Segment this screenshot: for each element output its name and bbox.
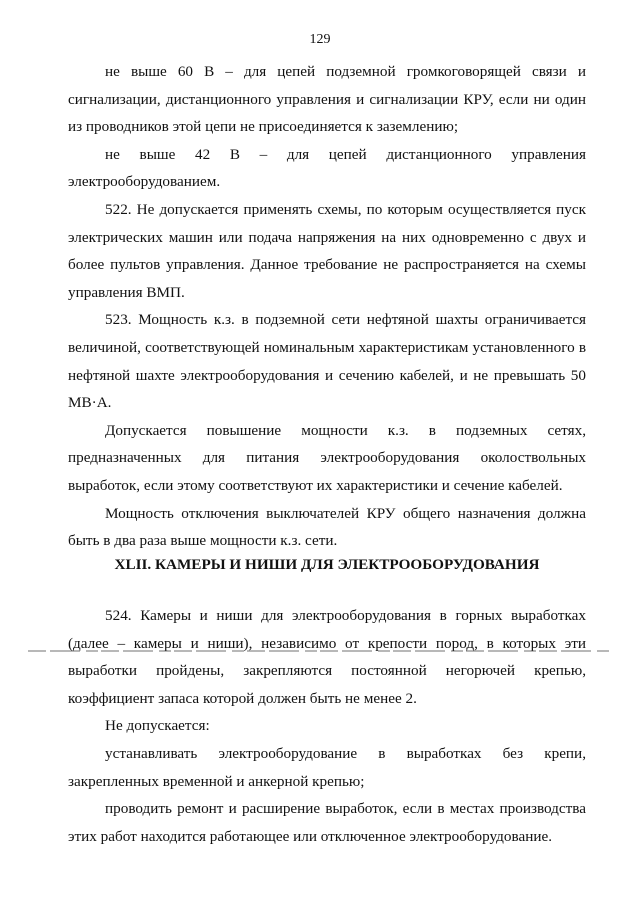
paragraph: Не допускается: <box>105 717 210 735</box>
paragraph: 524. Камеры и ниши для электрооборудования в горных выработках (далее – камеры и ниши), независимо от крепости пород, в которых эти выработки пройдены, закрепляются постоянной негорючей крепью, коэффициент запаса которой должен быть не менее 2. <box>68 607 586 707</box>
section-text-block <box>68 602 586 850</box>
paragraph: Мощность отключения выключателей КРУ общего назначения должна быть в два раза выше мощности к.з. сети. <box>68 504 586 550</box>
page-number: 129 <box>309 32 331 47</box>
paragraph: не выше 60 В – для цепей подземной громкоговорящей связи и сигнализации, дистанционного управления и сигнализации КРУ, если ни один из проводников этой цепи не присоединяется к заземлению; <box>68 63 586 136</box>
paragraph: Допускается повышение мощности к.з. в подземных сетях, предназначенных для питания электрооборудования околоствольных выработок, если этому соответствуют их характеристики и сечение кабелей. <box>68 421 586 494</box>
paragraph: устанавливать электрооборудование в выработках без крепи, закрепленных временной и анкерной крепью; <box>68 744 586 790</box>
paragraph: не выше 42 В – для цепей дистанционного управления электрооборудованием. <box>68 145 586 191</box>
body-text-block <box>68 58 586 555</box>
paragraph: 522. Не допускается применять схемы, по которым осуществляется пуск электрических машин или подача напряжения на них одновременно с двух и более пультов управления. Данное требование не распространяется на схемы управления ВМП. <box>68 200 586 301</box>
paragraph: 523. Мощность к.з. в подземной сети нефтяной шахты ограничивается величиной, соответствующей номинальным характеристикам установленного в нефтяной шахте электрооборудования и сечению кабелей, и не превышать 50 МВ·А. <box>68 311 586 412</box>
section-heading: XLII. КАМЕРЫ И НИШИ ДЛЯ ЭЛЕКТРООБОРУДОВАНИЯ <box>114 556 540 573</box>
paragraph: проводить ремонт и расширение выработок, если в местах производства этих работ находится работающее или отключенное электрооборудование. <box>68 800 586 845</box>
